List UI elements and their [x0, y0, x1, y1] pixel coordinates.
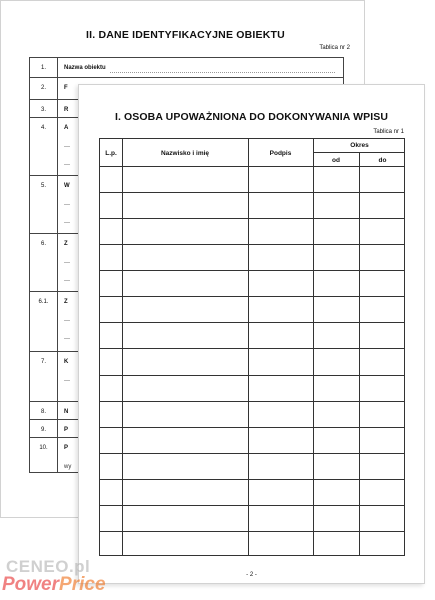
table-row	[100, 296, 404, 297]
row-label: A	[64, 125, 69, 131]
table-row	[100, 192, 404, 193]
row-label: Z	[64, 241, 68, 247]
table-row	[100, 427, 404, 428]
row-number: 4.	[40, 125, 46, 131]
header-name: Nazwisko i imię	[160, 150, 210, 157]
page-number: - 2 -	[246, 572, 257, 578]
back-table-number: Tablica nr 2	[319, 45, 350, 51]
row-number: 10.	[39, 445, 48, 451]
table-row	[100, 375, 404, 376]
sub-line-marker	[64, 222, 70, 223]
row-number: 6.	[40, 241, 46, 247]
ceneo-watermark-logo	[2, 557, 122, 597]
row-label: K	[64, 359, 69, 365]
row-number: 2.	[40, 85, 46, 91]
authorized-persons-table	[99, 138, 405, 556]
sub-line-marker	[64, 204, 70, 205]
front-page	[78, 84, 425, 584]
header-signature: Podpis	[269, 150, 292, 157]
period-subheader-line	[313, 152, 404, 153]
column-divider	[122, 139, 123, 555]
table-row	[100, 218, 404, 219]
row-label: P	[64, 445, 69, 451]
row-label: W	[64, 183, 70, 189]
row-number: 6.1.	[38, 299, 49, 305]
table-row	[100, 401, 404, 402]
row-number: 1.	[40, 65, 46, 71]
row-sub-label: wy	[64, 464, 72, 470]
table-row	[100, 322, 404, 323]
row-number: 7.	[40, 359, 46, 365]
watermark-ceneo: CENEO.pl	[6, 557, 91, 576]
dotted-fill-line	[110, 72, 335, 73]
sub-line-marker	[64, 164, 70, 165]
sub-line-marker	[64, 280, 70, 281]
column-divider	[248, 139, 249, 555]
row-number: 5.	[40, 183, 46, 189]
header-from: od	[332, 157, 340, 164]
row-number: 3.	[40, 107, 46, 113]
sub-line-marker	[64, 320, 70, 321]
front-table-number: Tablica nr 1	[373, 129, 404, 135]
sub-line-marker	[64, 262, 70, 263]
table-row	[100, 244, 404, 245]
watermark-price: Price	[59, 574, 106, 595]
table-row	[100, 166, 404, 167]
back-page-title: II. DANE IDENTYFIKACYJNE OBIEKTU	[86, 29, 285, 41]
row-label: R	[64, 107, 69, 113]
table-row	[100, 531, 404, 532]
table-row	[100, 270, 404, 271]
sub-line-marker	[64, 380, 70, 381]
watermark-power: Power	[2, 574, 60, 595]
sub-line-marker	[64, 338, 70, 339]
header-period: Okres	[350, 142, 369, 149]
column-divider	[313, 139, 314, 555]
row-label: Nazwa obiektu	[64, 65, 106, 71]
header-to: do	[378, 157, 387, 164]
row-label: F	[64, 85, 68, 91]
row-label: P	[64, 427, 69, 433]
row-number: 8.	[40, 409, 46, 415]
row-number: 9.	[40, 427, 46, 433]
table-row	[100, 479, 404, 480]
table-row	[100, 505, 404, 506]
row-label: N	[64, 409, 69, 415]
identification-row	[30, 58, 343, 78]
column-divider	[359, 152, 360, 555]
row-label: Z	[64, 299, 68, 305]
header-lp: L.p.	[105, 150, 117, 157]
watermark-powerprice	[2, 574, 106, 596]
sub-line-marker	[64, 146, 70, 147]
table-row	[100, 453, 404, 454]
front-page-title: I. OSOBA UPOWAŻNIONA DO DOKONYWANIA WPISU	[114, 111, 389, 123]
table-row	[100, 348, 404, 349]
